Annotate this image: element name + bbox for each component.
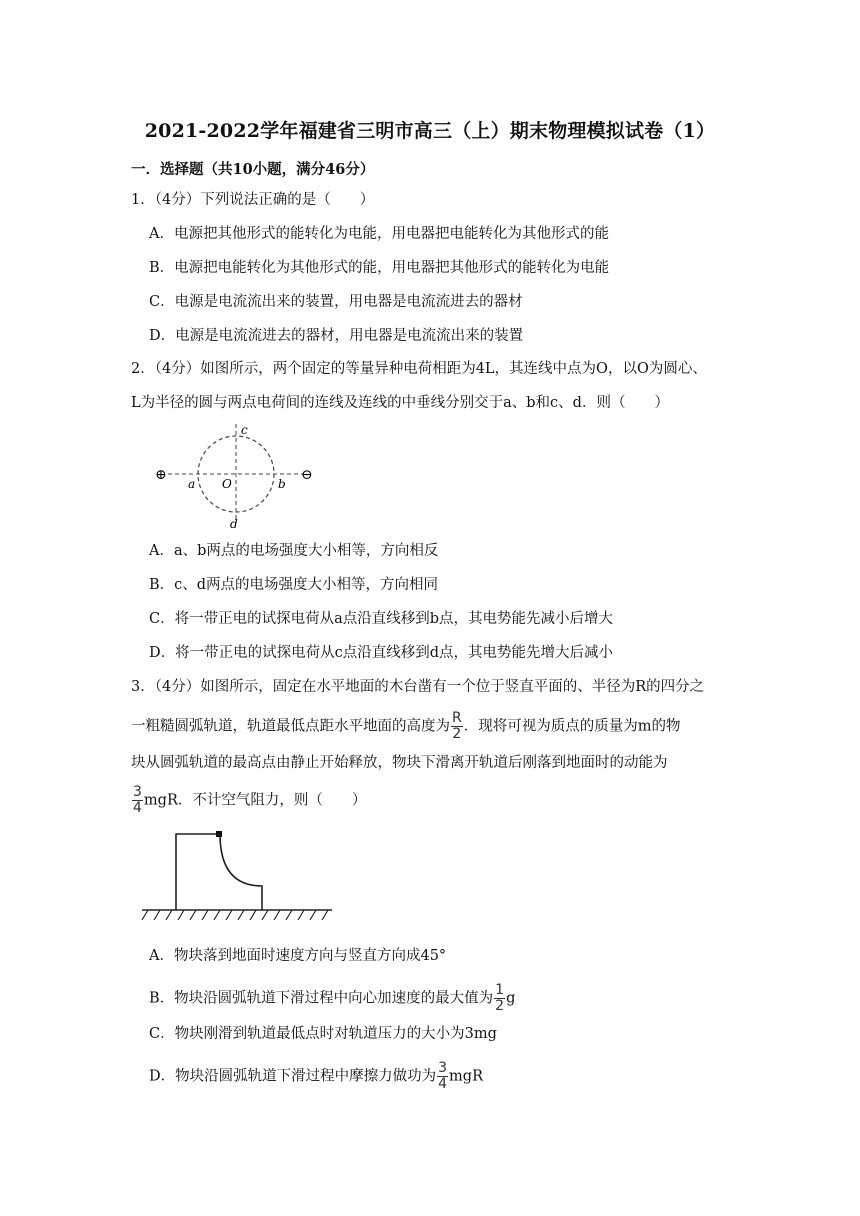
fraction-numerator: 1 — [495, 982, 505, 998]
fraction-numerator: 3 — [133, 784, 142, 800]
q3-stem-line2 — [131, 711, 680, 742]
label-o: O — [222, 477, 232, 491]
fraction-r-over-2 — [451, 711, 463, 742]
q2-stem-line1: 2．（4分）如图所示，两个固定的等量异种电荷相距为4L，其连线中点为O，以O为圆心、 — [131, 361, 707, 377]
q3-figure — [138, 826, 338, 926]
q2-stem-line2: L为半径的圆与两点电荷间的连线及连线的中垂线分别交于a、b和c、d．则（ ） — [131, 395, 669, 411]
label-c: c — [241, 423, 248, 437]
q3-option-d-tail: mgR — [449, 1068, 483, 1085]
page-title: 2021-2022学年福建省三明市高三（上）期末物理模拟试卷（1） — [144, 120, 716, 142]
fraction-denominator: 4 — [133, 800, 142, 816]
positive-charge-icon: ⊕ — [155, 467, 167, 483]
q1-option-c: C．电源是电流流出来的装置，用电器是电流流进去的器材 — [149, 294, 523, 310]
q3-stem-line4 — [131, 785, 366, 816]
q3-option-a: A．物块落到地面时速度方向与竖直方向成45° — [149, 948, 447, 964]
small-block — [216, 831, 222, 837]
fraction-denominator: 2 — [452, 726, 462, 742]
fraction-numerator: 3 — [438, 1060, 448, 1076]
q3-option-b — [149, 983, 515, 1014]
q1-option-b: B．电源把电能转化为其他形式的能，用电器把其他形式的能转化为电能 — [149, 260, 610, 276]
ground-hatching — [142, 910, 328, 920]
q3-stem-line1: 3．（4分）如图所示，固定在水平地面的木台凿有一个位于竖直平面的、半径为R的四分之 — [131, 679, 705, 695]
q3-stem-line3: 块从圆弧轨道的最高点由静止开始释放，物块下滑离开轨道后刚落到地面时的动能为 — [131, 755, 668, 771]
q3-stem-line2-tail: ．现将可视为质点的质量为m的物 — [463, 718, 681, 735]
q2-figure — [150, 422, 325, 532]
q3-option-d-text: D．物块沿圆弧轨道下滑过程中摩擦力做功为 — [149, 1068, 437, 1085]
label-b: b — [278, 477, 286, 491]
q3-option-b-tail: g — [506, 990, 516, 1007]
fraction-denominator: 4 — [438, 1076, 448, 1092]
q3-stem-line4-text: mgR．不计空气阻力，则（ ） — [143, 792, 367, 809]
q3-option-c: C．物块刚滑到轨道最低点时对轨道压力的大小为3mg — [149, 1026, 497, 1042]
q3-option-b-text: B．物块沿圆弧轨道下滑过程中向心加速度的最大值为 — [149, 990, 494, 1007]
q2-option-a: A．a、b两点的电场强度大小相等，方向相反 — [149, 543, 439, 559]
q3-stem-line2-text: 一粗糙圆弧轨道，轨道最低点距水平地面的高度为 — [131, 718, 450, 735]
section-heading: 一．选择题（共10小题，满分46分） — [131, 161, 375, 178]
label-a: a — [188, 477, 196, 491]
q1-option-a: A．电源把其他形式的能转化为电能，用电器把电能转化为其他形式的能 — [149, 226, 609, 242]
q3-option-d — [149, 1061, 483, 1092]
fraction-denominator: 2 — [495, 998, 505, 1014]
q1-stem: 1．（4分）下列说法正确的是（ ） — [131, 192, 375, 208]
label-d: d — [230, 517, 238, 531]
q1-option-d: D．电源是电流流进去的器材，用电器是电流流出来的装置 — [149, 328, 524, 344]
fraction-one-half — [494, 983, 505, 1014]
fraction-three-quarters — [132, 785, 143, 816]
q2-option-b: B．c、d两点的电场强度大小相等，方向相同 — [149, 577, 439, 593]
q2-option-c: C．将一带正电的试探电荷从a点沿直线移到b点，其电势能先减小后增大 — [149, 611, 614, 627]
negative-charge-icon: ⊖ — [301, 467, 313, 483]
fraction-numerator: R — [452, 710, 462, 726]
wooden-platform-with-arc-track — [176, 834, 262, 910]
fraction-three-quarters — [437, 1061, 448, 1092]
q2-option-d: D．将一带正电的试探电荷从c点沿直线移到d点，其电势能先增大后减小 — [149, 645, 614, 661]
